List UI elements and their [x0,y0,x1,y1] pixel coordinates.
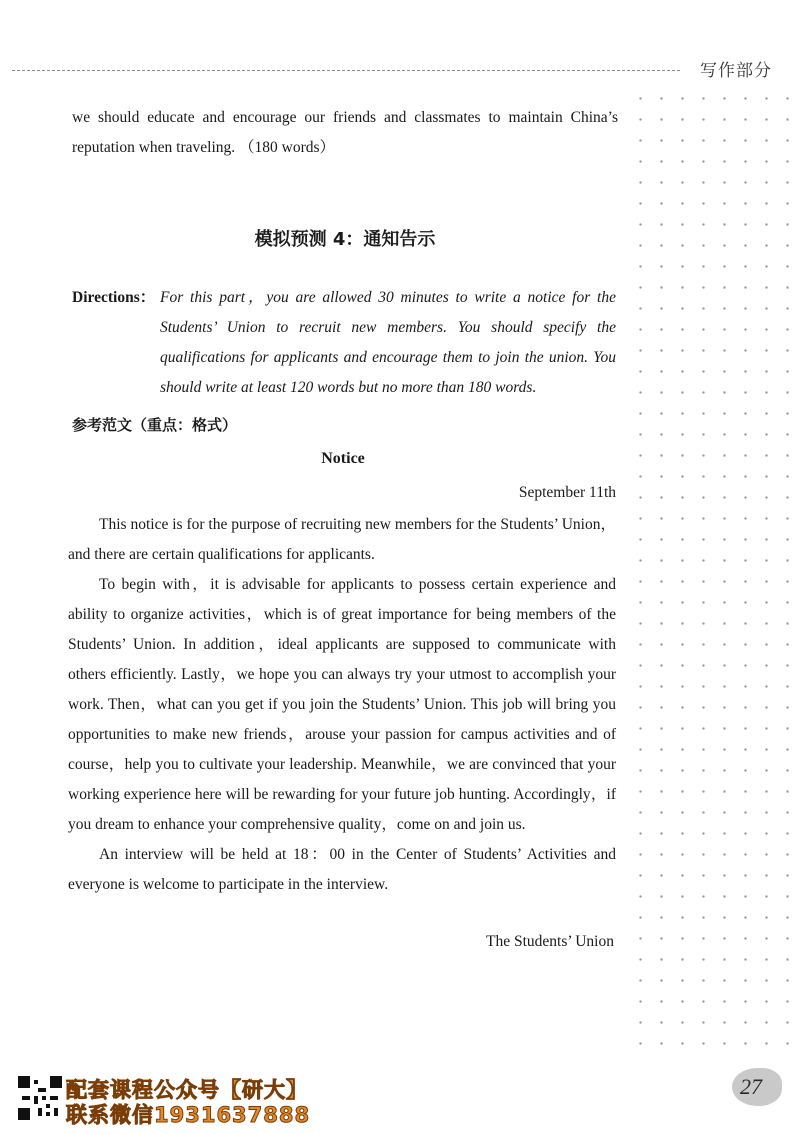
notice-paragraph-3: An interview will be held at 18：00 in the Center of Students’ Activities and everyone is welcome to participate in the interview. [68,846,616,893]
notice-paragraph-2: To begin with，it is advisable for applicants to possess certain experience and ability to organize activities，which is of great importance for being members of the Students’ Union. In addition，ideal applicants are supposed to communicate with others efficiently. Lastly，we hope you can always try your utmost to accomplish your work. Then，what can you get if you join the Students’ Union. This job will bring you opportunities to make new friends，arouse your passion for campus activities and of course，help you to cultivate your leadership. Meanwhile，we are convinced that your working experience here will be rewarding for your future job hunting. Accordingly，if you dream to enhance your comprehensive quality，come on and join us. [68,576,616,833]
directions-label: Directions： [72,289,156,306]
intro-paragraph: we should educate and encourage our friends and classmates to maintain China’s reputation when traveling. （180 words） [72,109,618,156]
notice-date: September 11th [518,484,616,501]
notice-signature: The Students’ Union [485,933,614,950]
notice-body [68,510,616,900]
header-section-title: 写作部分 [700,61,772,81]
reference-heading: 参考范文（重点：格式） [72,416,238,434]
page-number: 27 [740,1074,762,1099]
section-title: 模拟预测 4：通知告示 [254,229,436,250]
promo-line-2: 联系微信1931637888 [66,1103,311,1127]
header-rule [12,70,680,71]
notice-title: Notice [321,450,365,467]
directions-text: For this part，you are allowed 30 minutes to write a notice for the Students’ Union to recruit new members. You should specify the qualifications for applicants and encourage them to join the union. You should write at least 120 words but no more than 180 words. [160,289,616,396]
promo-line-1: 配套课程公众号【研大】 [66,1078,308,1102]
qr-code-icon [18,1076,62,1120]
notice-paragraph-1: This notice is for the purpose of recruiting new members for the Students’ Union，and there are certain qualifications for applicants. [68,516,616,563]
